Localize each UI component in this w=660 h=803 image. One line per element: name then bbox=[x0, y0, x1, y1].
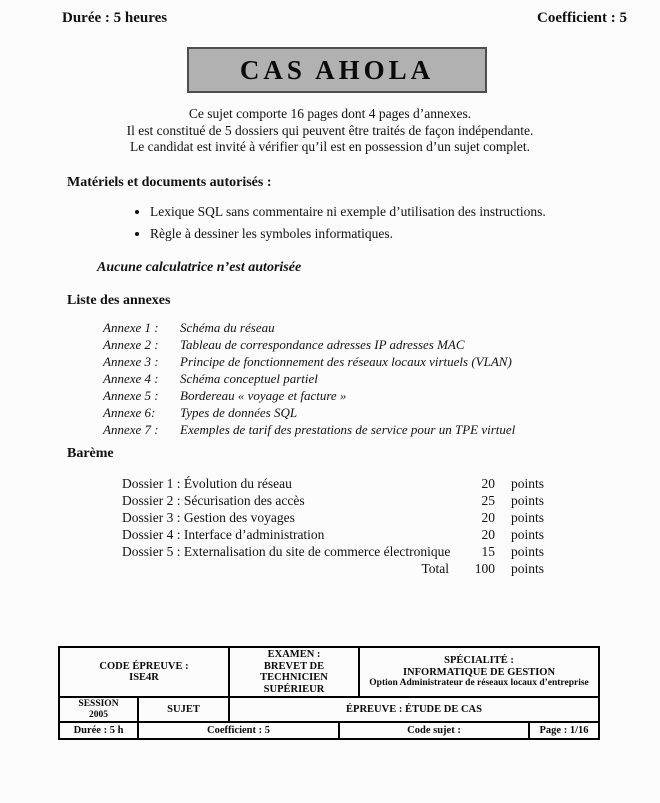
bareme-row bbox=[122, 475, 553, 492]
footer-identification-table bbox=[58, 646, 600, 740]
dossier-label: Dossier 3 : Gestion des voyages bbox=[122, 509, 295, 525]
annex-row bbox=[103, 336, 660, 353]
specialite-cell bbox=[359, 647, 599, 697]
dossier-points: 20 bbox=[481, 526, 495, 542]
annex-label: Annexe 6: bbox=[103, 404, 156, 420]
page-title: CAS AHOLA bbox=[239, 54, 435, 85]
specialite-label: SPÉCIALITÉ : bbox=[444, 655, 514, 667]
annex-label: Annexe 7 : bbox=[103, 421, 159, 437]
calculator-note: Aucune calculatrice n’est autorisée bbox=[97, 259, 302, 275]
examen-value: BREVET DE TECHNICIEN SUPÉRIEUR bbox=[260, 660, 328, 695]
materials-item: • Règle à dessiner les symboles informatiques. bbox=[150, 223, 660, 245]
code-epreuve-label: CODE ÉPREUVE : bbox=[99, 660, 189, 672]
coefficient-cell: Coefficient : 5 bbox=[138, 722, 339, 739]
annex-text: Tableau de correspondance adresses IP adresses MAC bbox=[180, 336, 465, 352]
duration-label: Durée : 5 heures bbox=[62, 10, 168, 26]
dossier-points: 20 bbox=[481, 509, 495, 525]
annex-row bbox=[103, 404, 660, 421]
points-unit: points bbox=[511, 543, 545, 559]
dossier-label: Dossier 1 : Évolution du réseau bbox=[122, 475, 292, 491]
points-unit: points bbox=[511, 492, 545, 508]
annex-label: Annexe 5 : bbox=[103, 387, 159, 403]
intro-line-1: Ce sujet comporte 16 pages dont 4 pages d’annexes. bbox=[188, 106, 472, 121]
dossier-label: Dossier 5 : Externalisation du site de commerce électronique bbox=[122, 543, 451, 559]
bareme-heading: Barème bbox=[67, 445, 114, 461]
examen-label: EXAMEN : bbox=[267, 649, 321, 660]
page-number-cell: Page : 1/16 bbox=[529, 722, 599, 739]
title-box bbox=[187, 47, 487, 93]
points-unit: points bbox=[511, 475, 545, 491]
total-points: 100 bbox=[474, 560, 495, 576]
dossier-points: 25 bbox=[481, 492, 495, 508]
annex-row bbox=[103, 387, 660, 404]
session-label: SESSION bbox=[78, 699, 119, 709]
annex-label: Annexe 2 : bbox=[103, 336, 159, 352]
code-epreuve-cell bbox=[59, 647, 229, 697]
total-label: Total bbox=[421, 560, 449, 576]
dossier-points: 20 bbox=[481, 475, 495, 491]
epreuve-cell: ÉPREUVE : ÉTUDE DE CAS bbox=[229, 697, 599, 722]
bareme-row bbox=[122, 526, 553, 543]
dossier-label: Dossier 4 : Interface d’administration bbox=[122, 526, 325, 542]
annex-text: Bordereau « voyage et facture » bbox=[180, 387, 347, 403]
session-cell bbox=[59, 697, 138, 722]
specialite-value: INFORMATIQUE DE GESTION bbox=[402, 666, 556, 678]
bareme-row bbox=[122, 509, 553, 526]
annex-row bbox=[103, 370, 660, 387]
duree-cell: Durée : 5 h bbox=[59, 722, 138, 739]
annex-text: Types de données SQL bbox=[180, 404, 298, 420]
annex-text: Exemples de tarif des prestations de service pour un TPE virtuel bbox=[180, 421, 516, 437]
dossier-label: Dossier 2 : Sécurisation des accès bbox=[122, 492, 305, 508]
session-value: 2005 bbox=[89, 709, 108, 720]
page-header bbox=[0, 0, 660, 27]
points-unit: points bbox=[511, 509, 545, 525]
annex-text: Principe de fonctionnement des réseaux locaux virtuels (VLAN) bbox=[180, 353, 512, 369]
sujet-cell: SUJET bbox=[138, 697, 229, 722]
points-unit: points bbox=[511, 526, 545, 542]
annex-row bbox=[103, 421, 660, 438]
materials-item: • Lexique SQL sans commentaire ni exemple d’utilisation des instructions. bbox=[150, 201, 660, 223]
specialite-option: Option Administrateur de réseaux locaux d’entreprise bbox=[369, 678, 589, 689]
intro-line-3: Le candidat est invité à vérifier qu’il est en possession d’un sujet complet. bbox=[129, 139, 531, 154]
code-sujet-cell: Code sujet : bbox=[339, 722, 529, 739]
intro-line-2: Il est constitué de 5 dossiers qui peuvent être traités de façon indépendante. bbox=[126, 122, 534, 138]
annex-row bbox=[103, 319, 660, 336]
examen-cell bbox=[229, 647, 359, 697]
bareme-table bbox=[122, 475, 553, 577]
annex-label: Annexe 3 : bbox=[103, 353, 159, 369]
bareme-row bbox=[122, 492, 553, 509]
annex-text: Schéma du réseau bbox=[180, 319, 275, 335]
dossier-points: 15 bbox=[481, 543, 495, 559]
annexes-heading: Liste des annexes bbox=[67, 292, 171, 308]
points-unit: points bbox=[511, 560, 545, 576]
materials-heading: Matériels et documents autorisés : bbox=[67, 174, 272, 190]
annex-row bbox=[103, 353, 660, 370]
annex-list bbox=[103, 319, 660, 438]
annex-label: Annexe 1 : bbox=[103, 319, 159, 335]
bareme-row bbox=[122, 543, 553, 560]
materials-list bbox=[150, 201, 660, 245]
bareme-total-row bbox=[122, 560, 553, 577]
coefficient-label: Coefficient : 5 bbox=[537, 10, 627, 26]
intro-paragraph bbox=[0, 106, 660, 156]
code-epreuve-value: ISE4R bbox=[129, 672, 159, 683]
annex-text: Schéma conceptuel partiel bbox=[180, 370, 318, 386]
annex-label: Annexe 4 : bbox=[103, 370, 159, 386]
